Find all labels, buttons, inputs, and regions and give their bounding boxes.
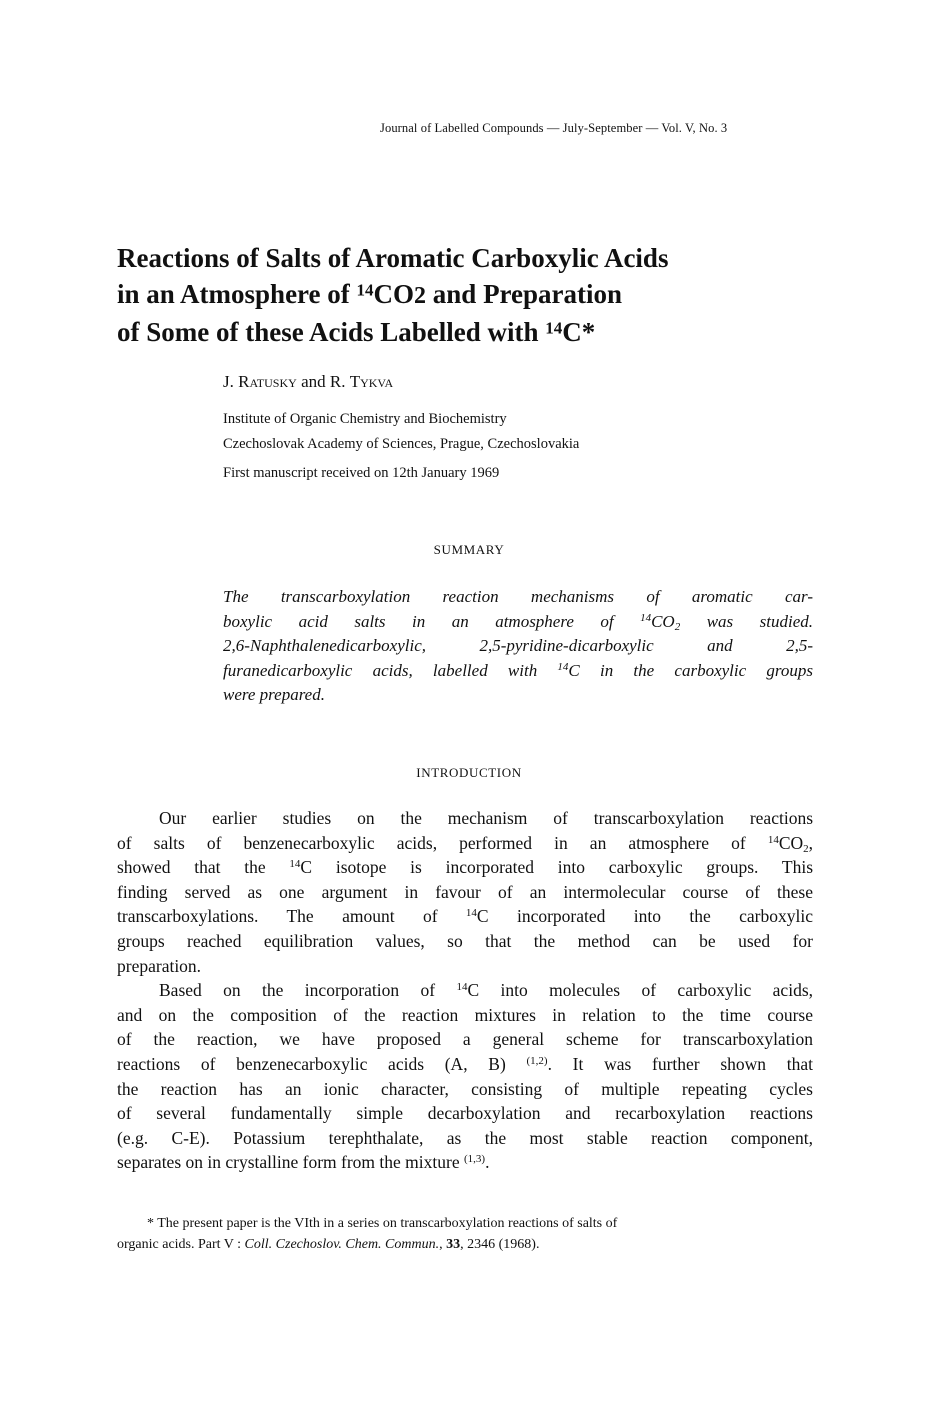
authors: J. Ratusky and R. Tykva <box>223 372 394 391</box>
footnote: * The present paper is the VIth in a series on transcarboxylation reactions of salts of organic acids. Part V : Coll. Czechoslov. Chem. Commun., 33, 2346 (1968). <box>117 1216 618 1252</box>
title-line-1: Reactions of Salts of Aromatic Carboxylic Acids <box>117 243 669 273</box>
author-1: Ratusky <box>238 372 297 391</box>
summary-heading: SUMMARY <box>433 542 505 557</box>
received-date: First manuscript received on 12th January 1969 <box>223 465 500 481</box>
running-head: Journal of Labelled Compounds — July-September — Vol. V, No. 3 <box>380 121 728 135</box>
title-line-3: of Some of these Acids Labelled with $^{14}$C* <box>117 317 596 347</box>
affiliation-institute: Institute of Organic Chemistry and Biochemistry <box>223 411 507 427</box>
title-line-2: in an Atmosphere of $^{14}$CO2 and Preparation <box>117 279 623 309</box>
article-title <box>117 240 817 350</box>
affiliation-academy: Czechoslovak Academy of Sciences, Prague, Czechoslovakia <box>223 436 580 452</box>
author-2: Tykva <box>349 372 394 391</box>
introduction-text: Our earlier studies on the mechanism of transcarboxylation reactions of salts of benzenecarboxylic acids, performed in an atmosphere of $^{14}CO_2$, showed that the $^{14}$C isotope is incorporated into carboxylic groups. This finding served as one argument in favour of an intermolecular course of these transcarboxylations. The amount of $^{14}$C incorporated into the carboxylic groups reached equilibration values, so that the method can be used for preparation. Based on the incorporation of $^{14}$C into molecules of carboxylic acids, and on the composition of the reaction mixtures in relation to the time course of the reaction, we have proposed a general scheme for transcarboxylation reactions of benzenecarboxylic acids (A, B) $^{(1,2)}$. It was further shown that the reaction has an ionic character, consisting of multiple repeating cycles of several fundamentally simple decarboxylation and recarboxylation reactions (e.g. C-E). Potassium terephthalate, as the most stable reaction component, separates on in crystalline form from the mixture $^{(1,3)}$. <box>117 808 814 1173</box>
introduction-heading: INTRODUCTION <box>416 765 522 780</box>
summary-text: The transcarboxylation reaction mechanisms of aromatic car- boxylic acid salts in an atmosphere of $^{14}CO_2$ was studied. 2,6-Naphthalenedicarboxylic, 2,5-pyridine-dicarboxylic and 2,5- furanedicarboxylic acids, labelled with $^{14}$C in the carboxylic groups were prepared. <box>223 587 814 704</box>
